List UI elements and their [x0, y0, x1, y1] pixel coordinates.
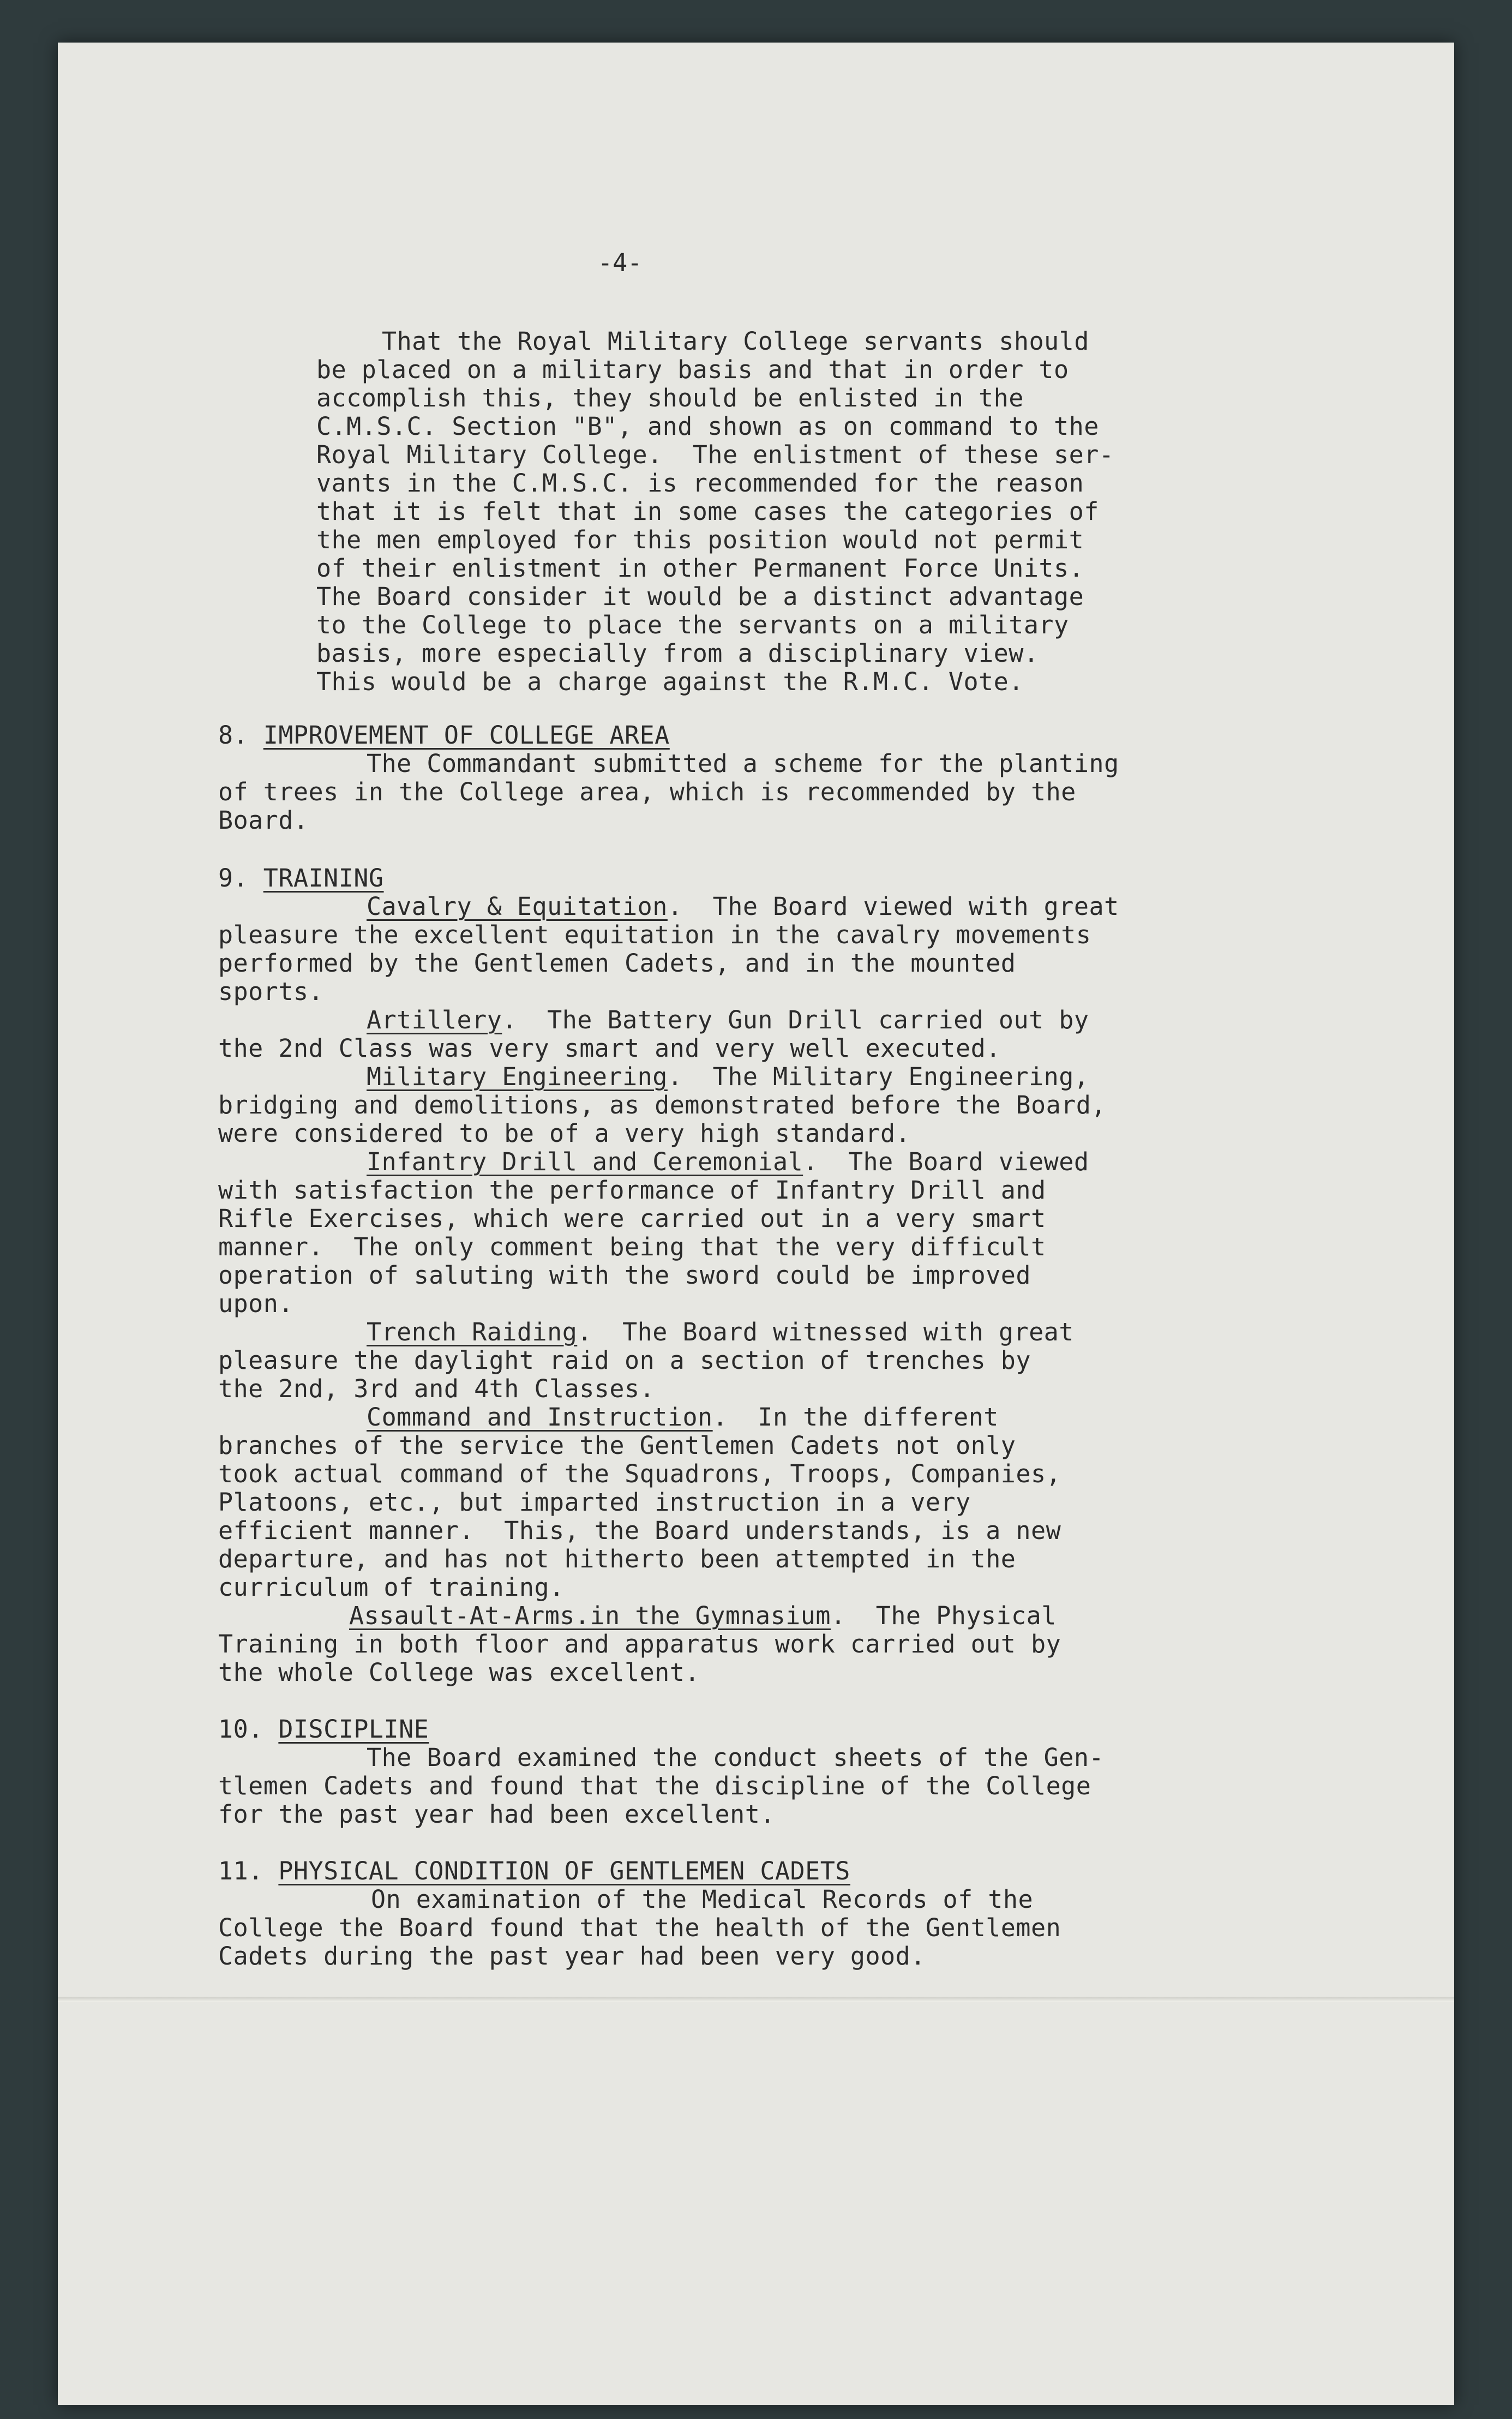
subsection-text: . The Physical — [830, 1601, 1057, 1630]
subsection-title: Infantry Drill and Ceremonial — [367, 1147, 803, 1176]
subsection-line: with satisfaction the performance of Infantry Drill and — [218, 1176, 1046, 1205]
intro-line: of their enlistment in other Permanent Force Units. — [316, 554, 1084, 583]
subsection-line: the 2nd, 3rd and 4th Classes. — [218, 1374, 655, 1403]
subsection-infantry — [367, 1148, 1089, 1176]
subsection-artillery — [367, 1006, 1089, 1034]
subsection-line: Platoons, etc., but imparted instruction in a very — [218, 1488, 971, 1517]
subsection-title: Cavalry & Equitation — [367, 892, 668, 921]
section-number: 11. — [218, 1857, 263, 1885]
subsection-line: Rifle Exercises, which were carried out in a very smart — [218, 1204, 1046, 1233]
subsection-line: pleasure the excellent equitation in the cavalry movements — [218, 920, 1091, 949]
subsection-line: the 2nd Class was very smart and very well executed. — [218, 1034, 1001, 1063]
intro-line: That the Royal Military College servants should — [382, 327, 1089, 356]
section-8-line: of trees in the College area, which is recommended by the — [218, 777, 1076, 806]
page-fold — [58, 1997, 1454, 2002]
subsection-gymnasium — [349, 1602, 1057, 1630]
subsection-line: took actual command of the Squadrons, Troops, Companies, — [218, 1459, 1061, 1488]
subsection-line: Training in both floor and apparatus work carried out by — [218, 1630, 1061, 1658]
section-10-line: for the past year had been excellent. — [218, 1800, 775, 1829]
section-8-line: The Commandant submitted a scheme for the planting — [367, 749, 1119, 778]
subsection-line: curriculum of training. — [218, 1573, 565, 1602]
subsection-line: operation of saluting with the sword could be improved — [218, 1261, 1031, 1290]
subsection-line: were considered to be of a very high standard. — [218, 1119, 911, 1148]
intro-line: The Board consider it would be a distinct advantage — [316, 582, 1084, 611]
subsection-trench-raiding — [367, 1318, 1074, 1346]
subsection-line: the whole College was excellent. — [218, 1658, 700, 1687]
intro-line: C.M.S.C. Section "B", and shown as on command to the — [316, 412, 1099, 441]
subsection-line: sports. — [218, 977, 324, 1006]
subsection-engineering — [367, 1063, 1089, 1091]
subsection-text: . The Board witnessed with great — [577, 1318, 1074, 1346]
section-8-line: Board. — [218, 806, 309, 835]
section-title: DISCIPLINE — [278, 1715, 429, 1744]
section-11-line: On examination of the Medical Records of the — [371, 1885, 1034, 1914]
intro-line: basis, more especially from a disciplinary view. — [316, 639, 1039, 668]
subsection-title: Command and Instruction — [367, 1403, 713, 1432]
intro-line: be placed on a military basis and that in order to — [316, 355, 1069, 384]
section-11-line: College the Board found that the health of the Gentlemen — [218, 1913, 1061, 1942]
section-title: TRAINING — [263, 864, 384, 893]
subsection-line: manner. The only comment being that the very difficult — [218, 1232, 1046, 1261]
intro-line: vants in the C.M.S.C. is recommended for the reason — [316, 469, 1084, 498]
subsection-cavalry — [367, 893, 1119, 921]
subsection-line: bridging and demolitions, as demonstrated before the Board, — [218, 1091, 1106, 1119]
page-number: -4- — [598, 248, 643, 277]
intro-line: This would be a charge against the R.M.C. Vote. — [316, 667, 1024, 696]
subsection-text: . The Board viewed with great — [667, 892, 1119, 921]
subsection-line: performed by the Gentlemen Cadets, and in the mounted — [218, 949, 1016, 978]
section-11-line: Cadets during the past year had been very good. — [218, 1942, 926, 1971]
subsection-line: departure, and has not hitherto been attempted in the — [218, 1544, 1016, 1573]
subsection-line: upon. — [218, 1289, 293, 1318]
intro-line: accomplish this, they should be enlisted in the — [316, 384, 1024, 412]
intro-line: that it is felt that in some cases the categories of — [316, 497, 1099, 526]
section-title: IMPROVEMENT OF COLLEGE AREA — [263, 721, 670, 750]
subsection-line: efficient manner. This, the Board understands, is a new — [218, 1516, 1061, 1545]
section-8-heading — [218, 721, 670, 750]
section-10-line: The Board examined the conduct sheets of the Gen- — [367, 1743, 1105, 1772]
section-number: 8. — [218, 721, 249, 750]
section-title: PHYSICAL CONDITION OF GENTLEMEN CADETS — [278, 1857, 850, 1885]
subsection-title: Artillery — [367, 1005, 502, 1034]
intro-line: to the College to place the servants on a military — [316, 610, 1069, 639]
subsection-line: branches of the service the Gentlemen Cadets not only — [218, 1431, 1016, 1460]
subsection-text: . The Military Engineering, — [667, 1062, 1089, 1091]
subsection-text: . The Battery Gun Drill carried out by — [502, 1005, 1089, 1034]
subsection-command — [367, 1403, 999, 1432]
subsection-text: . The Board viewed — [803, 1147, 1089, 1176]
intro-line: Royal Military College. The enlistment of these ser- — [316, 440, 1114, 469]
section-number: 10. — [218, 1715, 263, 1744]
subsection-title: Trench Raiding — [367, 1318, 578, 1346]
section-10-heading — [218, 1715, 429, 1744]
section-10-line: tlemen Cadets and found that the discipline of the College — [218, 1771, 1091, 1800]
subsection-title: Assault-At-Arms.in the Gymnasium — [349, 1601, 831, 1630]
subsection-line: pleasure the daylight raid on a section of trenches by — [218, 1346, 1031, 1375]
section-number: 9. — [218, 864, 249, 893]
section-9-heading — [218, 864, 384, 893]
subsection-text: . In the different — [712, 1403, 999, 1432]
intro-line: the men employed for this position would not permit — [316, 525, 1084, 554]
subsection-title: Military Engineering — [367, 1062, 668, 1091]
section-11-heading — [218, 1857, 850, 1885]
